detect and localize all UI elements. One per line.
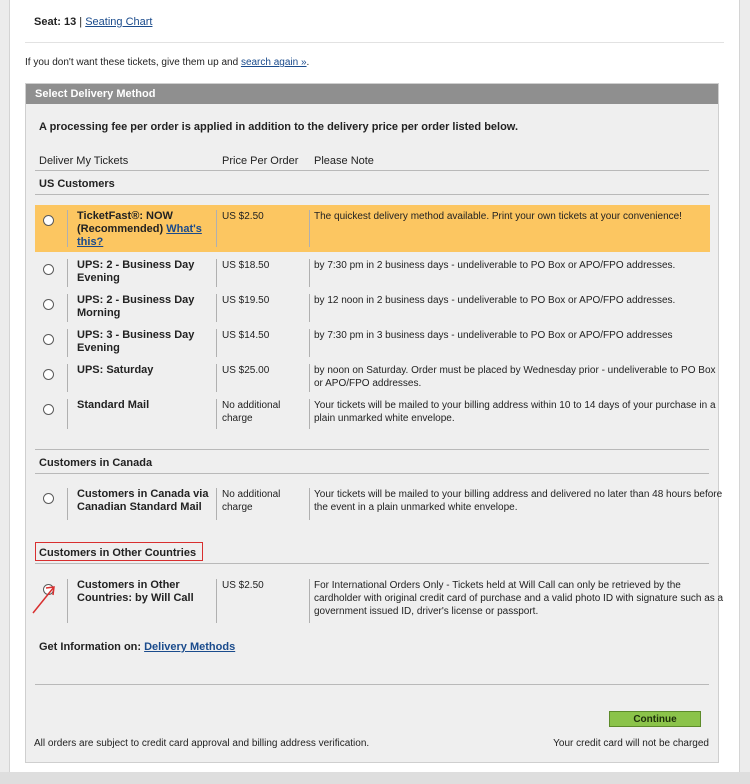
delivery-price: US $18.50 <box>216 259 310 287</box>
page <box>9 0 740 772</box>
column-header-price: Price Per Order <box>222 155 299 167</box>
delivery-radio[interactable] <box>43 404 54 415</box>
divider <box>35 194 709 195</box>
delivery-note: For International Orders Only - Tickets held at Will Call can only be retrieved by the cardholder with original credit card of purchase and a valid photo ID with signature such as a government issued ID, driver's license or passport. <box>309 579 724 623</box>
delivery-radio[interactable] <box>43 334 54 345</box>
delivery-note: The quickest delivery method available. Print your own tickets at your convenience! <box>309 210 724 247</box>
delivery-option-ups-saturday[interactable] <box>35 359 716 393</box>
divider <box>35 449 709 450</box>
approval-note: All orders are subject to credit card approval and billing address verification. <box>34 738 370 749</box>
delivery-option-will-call[interactable] <box>35 574 724 624</box>
get-info-label: Get Information on: <box>39 641 142 653</box>
processing-fee-note: A processing fee per order is applied in addition to the delivery price per order listed below. <box>39 121 519 133</box>
delivery-price: No additional charge <box>216 399 310 429</box>
delivery-price: US $25.00 <box>216 364 310 392</box>
delivery-method-name: UPS: 2 - Business Day Evening <box>67 259 217 287</box>
continue-button[interactable]: Continue <box>609 711 701 727</box>
delivery-method-name: UPS: 3 - Business Day Evening <box>67 329 217 357</box>
column-header-deliver: Deliver My Tickets <box>39 155 129 167</box>
delivery-option-standard-mail[interactable] <box>35 394 716 430</box>
delivery-radio[interactable] <box>43 299 54 310</box>
delivery-price: No additional charge <box>216 488 310 520</box>
delivery-note: by 7:30 pm in 3 business days - undeliverable to PO Box or APO/FPO addresses <box>309 329 724 357</box>
give-up-end: . <box>306 57 310 68</box>
divider <box>35 473 709 474</box>
search-again-link[interactable]: search again » <box>240 57 307 68</box>
section-other-countries: Customers in Other Countries <box>39 547 197 559</box>
divider <box>35 563 709 564</box>
get-info <box>39 641 235 653</box>
delivery-note: by 7:30 pm in 2 business days - undeliverable to PO Box or APO/FPO addresses. <box>309 259 724 287</box>
panel-title: Select Delivery Method <box>26 84 718 104</box>
column-header-note: Please Note <box>314 155 374 167</box>
give-up-text <box>25 57 309 68</box>
delivery-price: US $2.50 <box>216 579 310 623</box>
delivery-option-ups-3day-evening[interactable] <box>35 324 710 358</box>
section-canada-customers: Customers in Canada <box>39 457 153 469</box>
delivery-note: by 12 noon in 2 business days - undeliverable to PO Box or APO/FPO addresses. <box>309 294 724 322</box>
delivery-method-name: UPS: Saturday <box>67 364 217 392</box>
delivery-method-name: Customers in Other Countries: by Will Call <box>67 579 217 623</box>
delivery-option-ups-2day-morning[interactable] <box>35 289 710 323</box>
delivery-option-ups-2day-evening[interactable] <box>35 254 710 288</box>
delivery-radio[interactable] <box>43 493 54 504</box>
delivery-note: Your tickets will be mailed to your billing address within 10 to 14 days of your purchase in a plain unmarked white envelope. <box>309 399 724 429</box>
delivery-radio[interactable] <box>43 264 54 275</box>
seat-number: 13 <box>63 16 77 28</box>
delivery-price: US $19.50 <box>216 294 310 322</box>
method-label: TicketFast®: NOW (Recommended) <box>77 210 173 235</box>
give-up-label: If you don't want these tickets, give them up and <box>25 57 239 68</box>
delivery-method-name: UPS: 2 - Business Day Morning <box>67 294 217 322</box>
delivery-option-canada-mail[interactable] <box>35 483 723 521</box>
delivery-method-panel <box>25 83 724 763</box>
delivery-radio[interactable] <box>43 369 54 380</box>
seat-separator: | <box>79 16 83 28</box>
delivery-price: US $14.50 <box>216 329 310 357</box>
delivery-method-name: Standard Mail <box>67 399 217 429</box>
delivery-method-name: Customers in Canada via Canadian Standard Mail <box>67 488 217 520</box>
divider <box>25 42 724 43</box>
no-charge-note: Your credit card will not be charged <box>553 738 709 749</box>
delivery-method-name <box>67 210 217 247</box>
delivery-radio[interactable] <box>43 215 54 226</box>
delivery-note: by noon on Saturday. Order must be placed by Wednesday prior - undeliverable to PO Box or APO/FPO addresses. <box>309 364 724 392</box>
seat-line <box>34 16 152 28</box>
divider <box>35 170 709 171</box>
seating-chart-link[interactable]: Seating Chart <box>85 16 153 28</box>
section-us-customers: US Customers <box>39 178 115 190</box>
delivery-methods-link[interactable]: Delivery Methods <box>144 641 236 653</box>
seat-label: Seat: <box>34 16 61 28</box>
annotation-arrow-icon <box>28 579 68 619</box>
delivery-note: Your tickets will be mailed to your billing address and delivered no later than 48 hours before the event in a plain unmarked white envelope. <box>309 488 724 520</box>
whats-this-link[interactable]: What's this? <box>77 223 202 248</box>
bottom-strip <box>0 772 750 784</box>
divider <box>35 684 709 685</box>
delivery-option-ticketfast[interactable] <box>35 205 710 252</box>
delivery-price: US $2.50 <box>216 210 310 247</box>
